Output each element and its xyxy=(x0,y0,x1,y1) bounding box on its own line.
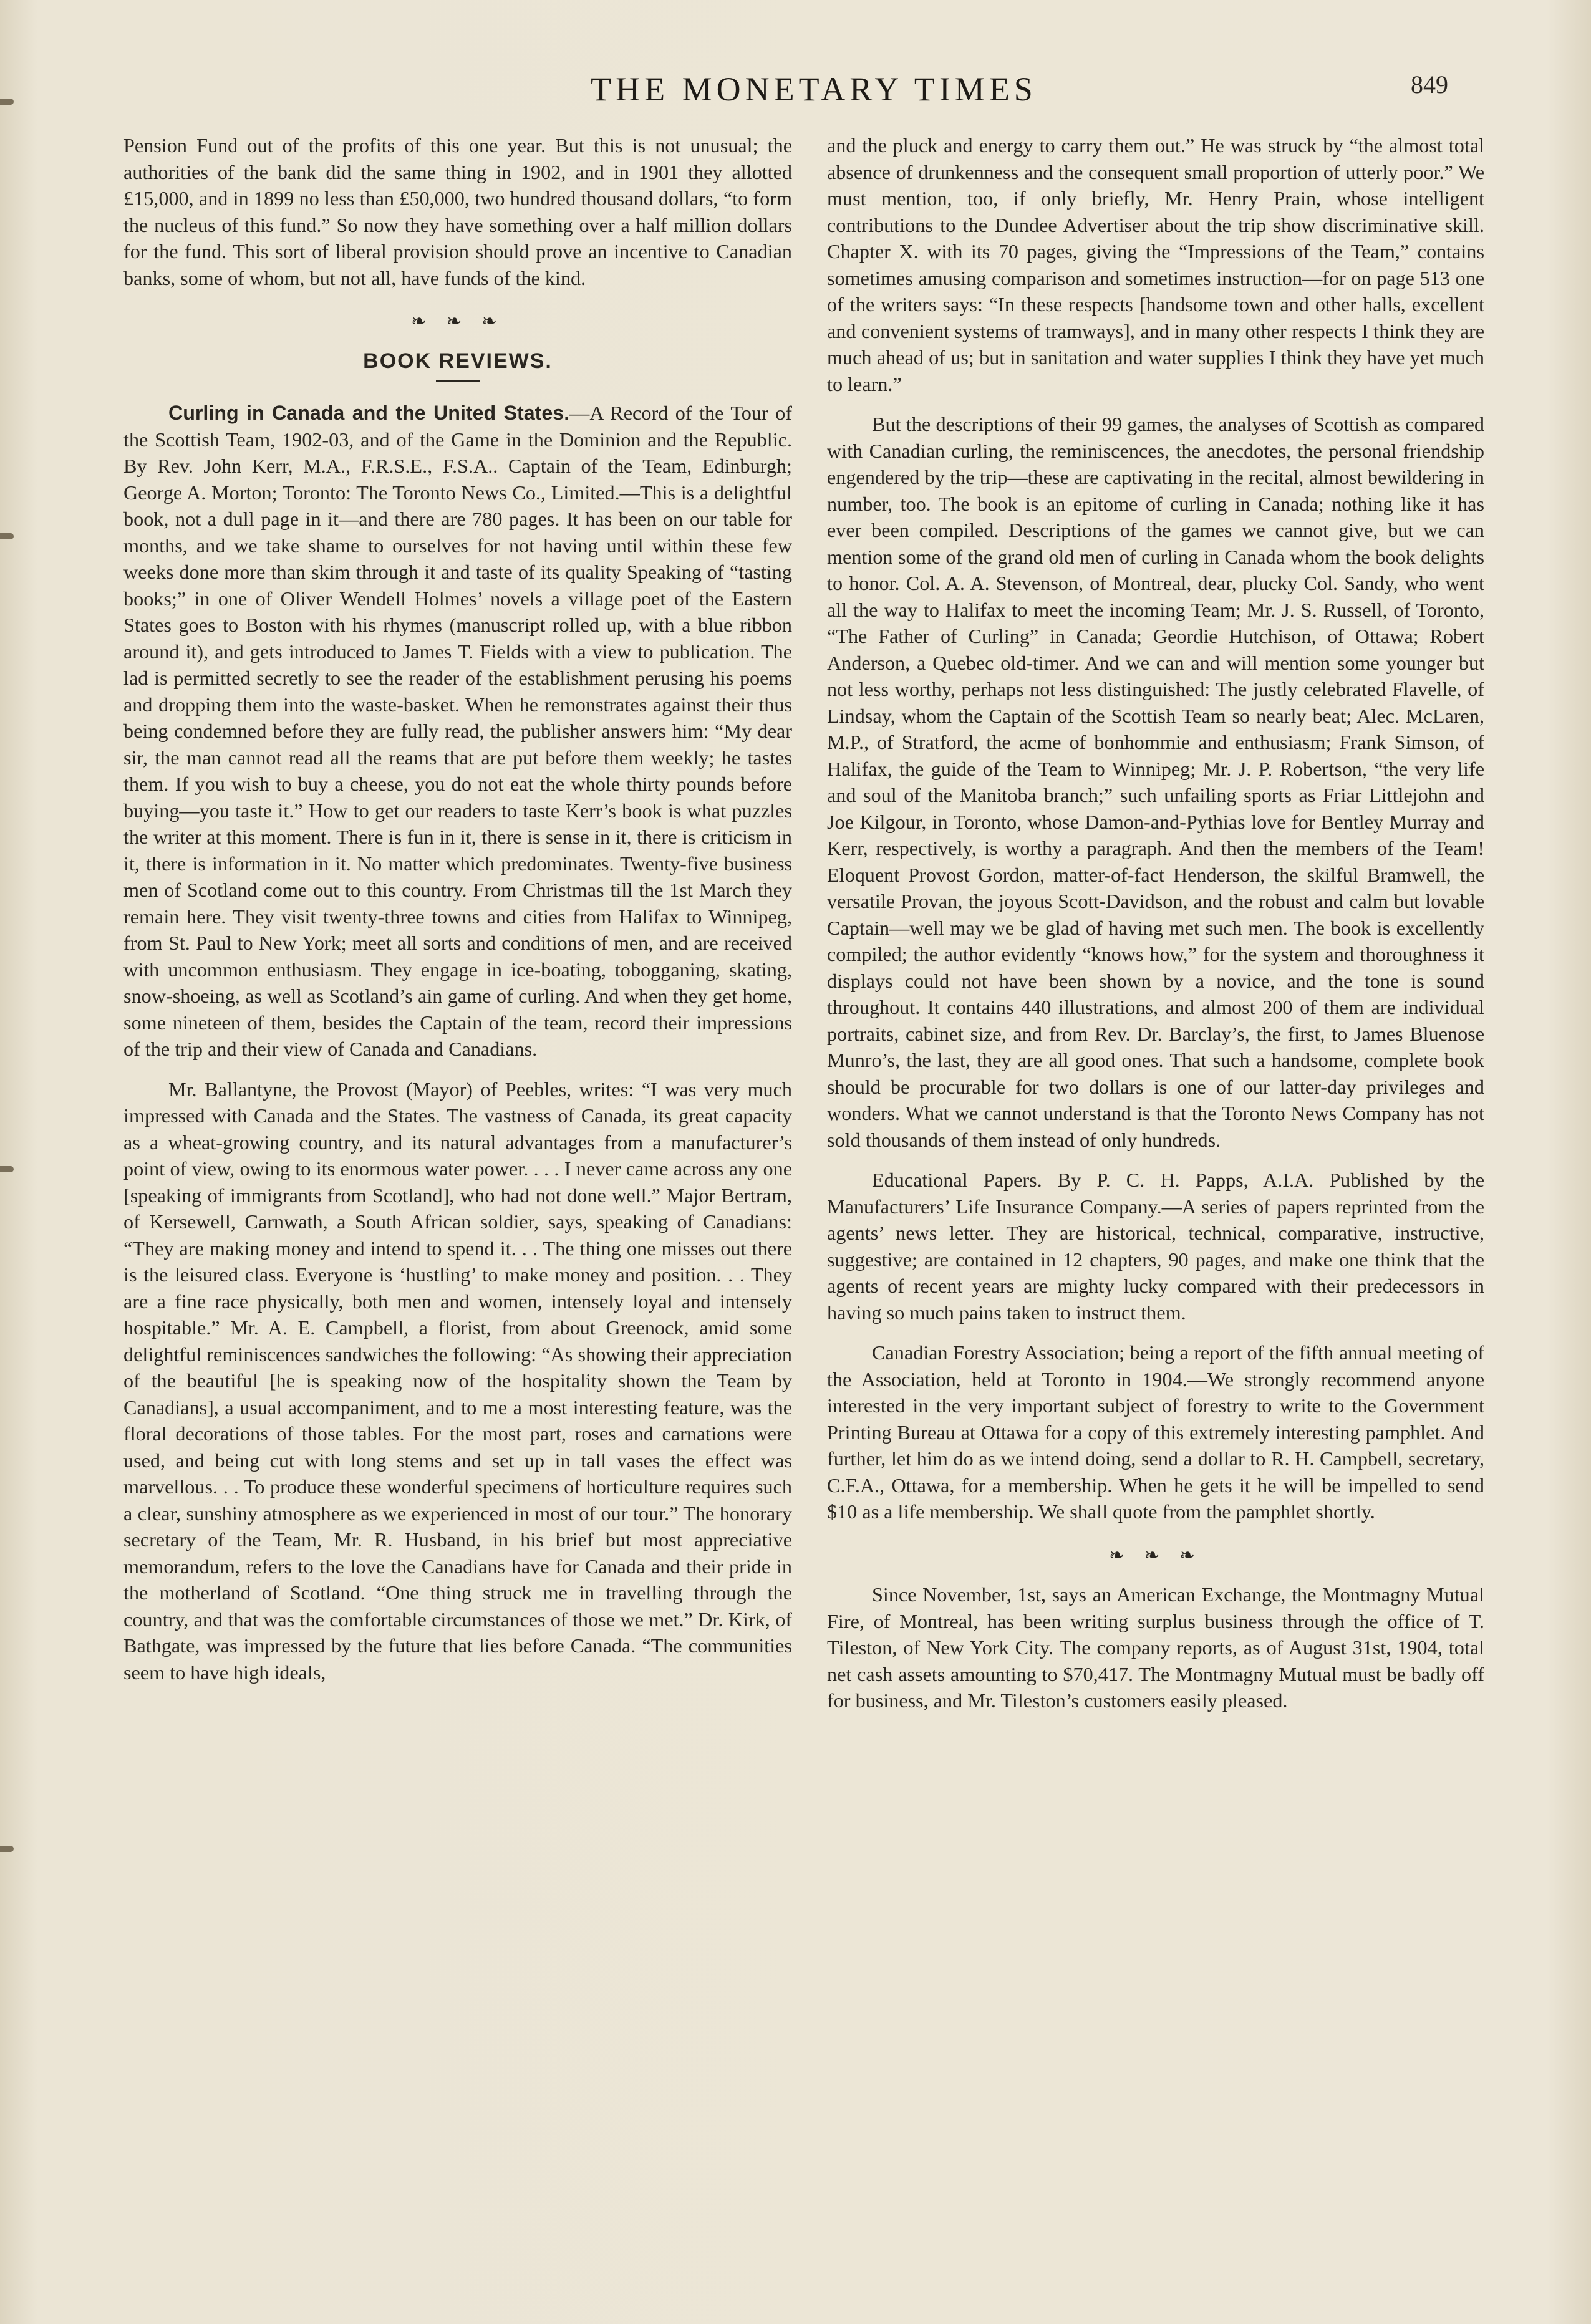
masthead: THE MONETARY TIMES xyxy=(591,70,1037,108)
left-column xyxy=(123,132,792,1685)
margin-mark xyxy=(0,533,14,539)
paragraph: Mr. Ballantyne, the Provost (Mayor) of Peebles, writes: “I was very much impressed with Canada and the States. The vastness of Canada, its great capacity as a wheat-growing country, and its natural advantages from a manufacturer’s point of view, owing to its enormous water power. . . . I never came across any one [speaking of immigrants from Scotland], who had not done well.” Major Bertram, of Kersewell, Carnwath, a South African soldier, says, speaking of Canadians: “They are making money and intend to spend it. . . The thing one misses out there is the leisured class. Everyone is ‘hustling’ to make money and position. . . They are a fine race physically, both men and women, intensely loyal and intensely hospitable.” Mr. A. E. Campbell, a florist, from about Greenock, amid some delightful reminiscences sandwiches the following: “As showing their appreciation of the beautiful [he is speaking now of the hospitality shown the Team by Canadians], a usual accompaniment, and to me a most interesting feature, was the floral decorations of those tables. For the most part, roses and carnations were used, and being cut with long stems and set up in tall vases the effect was marvellous. . . To produce these wonderful specimens of horticulture requires such a clear, sunshiny atmosphere as we experienced in most of our tour.” The honorary secretary of the Team, Mr. R. Husband, in his brief but most appreciative memorandum, refers to the love the Canadians have for Canada and their pride in the motherland of Scotland. “One thing struck me in travelling through the country, and that was the comfortable circumstances of those we met.” Dr. Kirk, of Bathgate, was impressed by the future that lies before Canada. “The communities seem to have high ideals, xyxy=(123,1078,792,1684)
paragraph: Canadian Forestry Association; being a report of the fifth annual meeting of the Association, held at Toronto in 1904.—We strongly recommend anyone interested in the very important subject of forestry to write to the Government Printing Bureau at Ottawa for a copy of this extremely interesting pamphlet. And further, let him do as we intend doing, send a dollar to R. H. Campbell, secretary, C.F.A., Ottawa, for a membership. When he gets it he will be impelled to send $10 as a life membership. We shall quote from the pamphlet shortly. xyxy=(827,1341,1484,1523)
paragraph: and the pluck and energy to carry them out.” He was struck by “the almost total absence of drunkenness and the consequent small proportion of utterly poor.” We must mention, too, if only briefly, Mr. Henry Prain, whose intelligent contributions to the Dundee Advertiser about the trip show discriminative skill. Chapter X. with its 70 pages, giving the “Impressions of the Team,” contains sometimes amusing comparison and sometimes instruction—for on page 513 one of the writers says: “In these respects [handsome town and other halls, excellent and convenient systems of tramways], and in many other respects I think they are much ahead of us; but in sanitation and water supplies I think they have yet much to learn.” xyxy=(827,134,1484,395)
paragraph: But the descriptions of their 99 games, the analyses of Scottish as compared with Canadian curling, the reminiscences, the anecdotes, the personal friendship engendered by the trip—these are captivating in the recital, almost bewildering in number, too. The book is an epitome of curling in Canada; nothing like it has ever been compiled. Descriptions of the games we cannot give, but we can mention some of the grand old men of curling in Canada whom the book delights to honor. Col. A. A. Stevenson, of Montreal, dear, plucky Col. Sandy, who went all the way to Halifax to meet the incoming Team; Mr. J. S. Russell, of Toronto, “The Father of Curling” in Canada; Geordie Hutchison, of Ottawa; Robert Anderson, a Quebec old-timer. And we can and will mention some younger but not less worthy, perhaps not less distinguished: The justly celebrated Flavelle, of Lindsay, whom the Captain of the Scottish Team so nearly beat; Alec. McLaren, M.P., of Stratford, the acme of bonhommie and enthusiasm; Frank Simson, of Halifax, the guide of the Team to Winnipeg; Mr. J. P. Robertson, “the very life and soul of the Manitoba branch;” such unfailing sports as Friar Littlejohn and Joe Kilgour, in Toronto, whose Damon-and-Pythias love for Bentley Murray and Kerr, respectively, is worthy a paragraph. And then the members of the Team! Eloquent Provost Gordon, matter-of-fact Henderson, the skilful Bramwell, the versatile Provan, the joyous Scott-Davidson, and the robust and calm but lovable Captain—well may we be glad of having met such men. The book is excellently compiled; the author evidently “knows how,” for the system and thoroughness it displays could not have been shown by a novice, and the tone is sound throughout. It contains 440 illustrations, and almost 200 of them are individual portraits, cabinet size, and from Rev. Dr. Barclay’s, the first, to James Bluenose Munro’s, the last, they are all good ones. That such a handsome, complete book should be procurable for two dollars is one of our latter-day privileges and wonders. What we cannot understand is that the Toronto News Company has not sold thousands of them instead of only hundreds. xyxy=(827,413,1484,1151)
right-column xyxy=(827,132,1484,1714)
title-rule xyxy=(436,380,480,382)
margin-mark xyxy=(0,1846,14,1852)
review-title: Curling in Canada and the United States. xyxy=(168,402,570,424)
paragraph: Pension Fund out of the profits of this one year. But this is not unusual; the authorities of the bank did the same thing in 1902, and in 1901 they allotted £15,000, and in 1899 no less than £50,000, two hundred thousand dollars, “to form the nucleus of this fund.” So now they have something over a half million dollars for the fund. This sort of liberal provision should prove an incentive to Canadian banks, some of whom, but not all, have funds of the kind. xyxy=(123,134,792,289)
page-header xyxy=(0,70,1591,113)
paragraph: Educational Papers. By P. C. H. Papps, A.I.A. Published by the Manufacturers’ Life Insurance Company.—A series of papers reprinted from the agents’ news letter. They are historical, technical, comparative, instructive, suggestive; are contained in 12 chapters, 90 pages, and make one think that the agents of recent years are mighty lucky compared with their predecessors in having so much pains taken to instruct them. xyxy=(827,1169,1484,1324)
section-title: BOOK REVIEWS. xyxy=(363,349,553,373)
paragraph xyxy=(123,400,792,1063)
page-number: 849 xyxy=(1411,70,1448,99)
margin-mark xyxy=(0,1166,14,1172)
paragraph: Since November, 1st, says an American Exchange, the Montmagny Mutual Fire, of Montreal, has been writing surplus business through the office of T. Tileston, of New York City. The company reports, as of August 31st, 1904, total net cash assets amounting to $70,417. The Montmagny Mutual must be badly off for business, and Mr. Tileston’s customers easily pleased. xyxy=(827,1583,1484,1712)
ornament-divider: ❧ ❧ ❧ xyxy=(1108,1545,1203,1566)
ornament-divider: ❧ ❧ ❧ xyxy=(410,311,505,332)
review-text: —A Record of the Tour of the Scottish Team, 1902-03, and of the Game in the Dominion and the Republic. By Rev. John Kerr, M.A., F.R.S.E., F.S.A.. Captain of the Team, Edinburgh; George A. Morton; Toronto: The Toronto News Co., Limited.—This is a delightful book, not a dull page in it—and there are 780 pages. It has been on our table for months, and we take shame to ourselves for not having until within these few weeks done more than skim through it and taste of its quality Speaking of “tasting books;” in one of Oliver Wendell Holmes’ novels a village poet of the Eastern States goes to Boston with his rhymes (manuscript rolled up, with a blue ribbon around it), and gets introduced to James T. Fields with a view to publication. The lad is permitted secretly to see the reader of the establishment perusing his poems and dropping them into the waste-basket. When he remonstrates against their thus being condemned before they are fully read, the publisher answers him: “My dear sir, the man cannot read all the reams that are put before them weekly; he tastes them. If you wish to buy a cheese, you do not eat the whole thirty pounds before buying—you taste it.” How to get our readers to taste Kerr’s book is what puzzles the writer at this moment. There is fun in it, there is sense in it, there is criticism in it, there is information in it. No matter which predominates. Twenty-five business men of Scotland come out to this country. From Christmas till the 1st March they remain here. They visit twenty-three towns and cities from Halifax to Winnipeg, from St. Paul to New York; meet all sorts and conditions of men, and are received with uncommon enthusiasm. They engage in ice-boating, tobogganing, skating, snow-shoeing, as well as Scotland’s ain game of curling. And when they get home, some nineteen of them, besides the Captain of the team, record their impressions of the trip and their view of Canada and Canadians. xyxy=(123,402,792,1060)
